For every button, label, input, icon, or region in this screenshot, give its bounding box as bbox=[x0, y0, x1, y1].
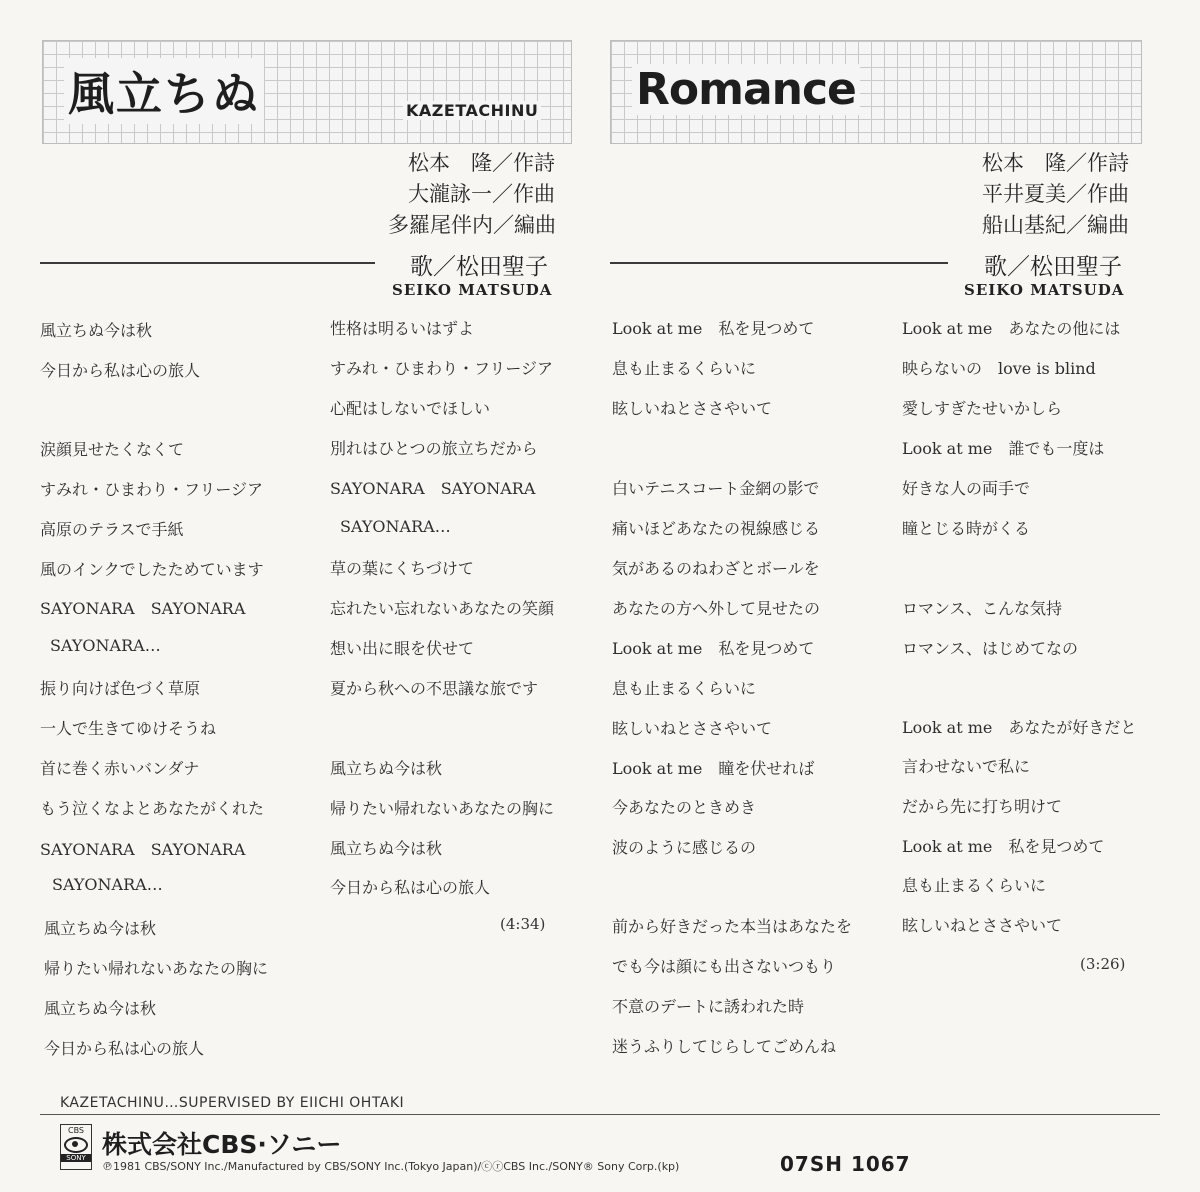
lyric-line: Look at me 瞳を伏せれば bbox=[612, 759, 815, 778]
lyric-line: 前から好きだった本当はあなたを bbox=[612, 917, 853, 936]
song-a-credits bbox=[388, 148, 556, 241]
lyric-line: ロマンス、はじめてなの bbox=[902, 639, 1079, 658]
lyric-line: 別れはひとつの旅立ちだから bbox=[330, 439, 538, 458]
cbs-sony-logo bbox=[60, 1124, 92, 1170]
lyric-line: 息も止まるくらいに bbox=[612, 679, 757, 698]
lyric-line: すみれ・ひまわり・フリージア bbox=[40, 480, 264, 499]
lyric-line: 瞳とじる時がくる bbox=[902, 519, 1031, 538]
credit-composer: 大瀧詠一／作曲 bbox=[408, 182, 555, 206]
credit-lyricist: 松本 隆／作詩 bbox=[982, 151, 1129, 175]
lyric-line: 性格は明るいはずよ bbox=[330, 319, 475, 338]
lyric-line: 今あなたのときめき bbox=[612, 798, 757, 817]
lyric-line: 愛しすぎたせいかしら bbox=[902, 399, 1063, 418]
lyric-line: 草の葉にくちづけて bbox=[330, 559, 474, 578]
lyric-line: 夏から秋への不思議な旅です bbox=[330, 679, 539, 698]
song-a-title: 風立ちぬ bbox=[64, 58, 264, 124]
song-b-title: Romance bbox=[632, 64, 860, 115]
lyric-line: 風立ちぬ今は秋 bbox=[330, 759, 443, 778]
lyric-line: Look at me 私を見つめて bbox=[902, 837, 1105, 856]
lyric-line: 痛いほどあなたの視線感じる bbox=[612, 519, 821, 538]
song-a-romaji: KAZETACHINU bbox=[403, 101, 541, 120]
catalog-number: 07SH 1067 bbox=[780, 1152, 911, 1176]
lyric-line: Look at me あなたの他には bbox=[902, 319, 1121, 338]
credit-arranger: 多羅尾伴内／編曲 bbox=[388, 213, 556, 237]
lyric-line: SAYONARA… bbox=[52, 875, 163, 894]
credit-composer: 平井夏美／作曲 bbox=[982, 182, 1129, 206]
lyric-line: Look at me あなたが好きだと bbox=[902, 718, 1137, 737]
lyric-line: SAYONARA… bbox=[50, 636, 161, 655]
lyric-line: Look at me 誰でも一度は bbox=[902, 439, 1105, 458]
lyric-line: 波のように感じるの bbox=[612, 838, 757, 857]
cbs-eye-icon bbox=[64, 1137, 88, 1153]
lyric-line: SAYONARA… bbox=[340, 517, 451, 536]
lyric-line: 心配はしないでほしい bbox=[330, 399, 491, 418]
lyric-line: でも今は顔にも出さないつもり bbox=[612, 957, 837, 976]
lyric-line: 息も止まるくらいに bbox=[612, 359, 757, 378]
song-a-singer: 歌／松田聖子 bbox=[410, 254, 548, 280]
lyric-line: 眩しいねとささやいて bbox=[902, 916, 1063, 935]
lyric-line: 眩しいねとささやいて bbox=[612, 719, 773, 738]
lyric-line: 涙顔見せたくなくて bbox=[40, 440, 185, 459]
lyric-line: 不意のデートに誘われた時 bbox=[612, 997, 805, 1016]
lyric-line: 迷うふりしてじらしてごめんね bbox=[612, 1037, 837, 1056]
footer-divider bbox=[40, 1114, 1160, 1115]
copyright-line: ℗1981 CBS/SONY Inc./Manufactured by CBS/SONY Inc.(Tokyo Japan)/ⓒⓡCBS Inc./SONY® Sony Corp.(kp) bbox=[102, 1160, 680, 1173]
lyric-line: 風のインクでしたためています bbox=[40, 560, 264, 579]
lyric-line: 映らないの love is blind bbox=[902, 359, 1096, 378]
song-b-singer-en: SEIKO MATSUDA bbox=[964, 281, 1125, 299]
credit-arranger: 船山基紀／編曲 bbox=[982, 213, 1129, 237]
divider-b bbox=[610, 262, 948, 264]
lyric-line: あなたの方へ外して見せたの bbox=[612, 599, 821, 618]
lyric-line: Look at me 私を見つめて bbox=[612, 639, 815, 658]
lyric-line: 言わせないで私に bbox=[902, 757, 1031, 776]
lyric-line: 忘れたい忘れないあなたの笑顔 bbox=[330, 599, 555, 618]
lyric-line: SAYONARA SAYONARA bbox=[330, 479, 536, 498]
lyric-line: 気があるのねわざとボールを bbox=[612, 559, 820, 578]
divider-a bbox=[40, 262, 375, 264]
lyric-line: Look at me 私を見つめて bbox=[612, 319, 815, 338]
lyric-line: 風立ちぬ今は秋 bbox=[40, 321, 153, 340]
song-b-singer: 歌／松田聖子 bbox=[984, 254, 1122, 280]
lyric-line: 今日から私は心の旅人 bbox=[330, 878, 491, 897]
lyric-line: 帰りたい帰れないあなたの胸に bbox=[44, 959, 269, 978]
song-b-credits bbox=[982, 148, 1129, 241]
supervised-note: KAZETACHINU…SUPERVISED BY EIICHI OHTAKI bbox=[60, 1095, 405, 1111]
lyric-line: 白いテニスコート金網の影で bbox=[612, 479, 820, 498]
lyric-line: 眩しいねとささやいて bbox=[612, 399, 773, 418]
song-a-duration: (4:34) bbox=[500, 915, 546, 933]
lyric-line: ロマンス、こんな気持 bbox=[902, 599, 1063, 618]
song-b-duration: (3:26) bbox=[1080, 955, 1126, 973]
lyric-line: 振り向けば色づく草原 bbox=[40, 679, 201, 698]
lyric-line: SAYONARA SAYONARA bbox=[40, 599, 246, 618]
lyric-line: 一人で生きてゆけそうね bbox=[40, 719, 217, 738]
lyric-line: だから先に打ち明けて bbox=[902, 797, 1063, 816]
lyric-line: 風立ちぬ今は秋 bbox=[44, 999, 157, 1018]
lyric-line: 風立ちぬ今は秋 bbox=[330, 839, 443, 858]
lyric-line: 今日から私は心の旅人 bbox=[44, 1039, 205, 1058]
logo-bottom-text: SONY bbox=[61, 1154, 91, 1162]
lyric-line: すみれ・ひまわり・フリージア bbox=[330, 359, 554, 378]
lyric-line: 高原のテラスで手紙 bbox=[40, 520, 184, 539]
lyric-line: 想い出に眼を伏せて bbox=[330, 639, 475, 658]
lyric-line: 風立ちぬ今は秋 bbox=[44, 919, 157, 938]
lyric-line: SAYONARA SAYONARA bbox=[40, 840, 246, 859]
lyric-line: 首に巻く赤いバンダナ bbox=[40, 759, 200, 778]
company-name: 株式会社CBS·ソニー bbox=[102, 1130, 342, 1159]
lyric-line: 今日から私は心の旅人 bbox=[40, 361, 201, 380]
lyric-line: 帰りたい帰れないあなたの胸に bbox=[330, 799, 555, 818]
lyric-line: もう泣くなよとあなたがくれた bbox=[40, 799, 265, 818]
lyric-line: 好きな人の両手で bbox=[902, 479, 1031, 498]
song-a-singer-en: SEIKO MATSUDA bbox=[392, 281, 553, 299]
lyric-line: 息も止まるくらいに bbox=[902, 876, 1047, 895]
credit-lyricist: 松本 隆／作詩 bbox=[408, 151, 555, 175]
logo-top-text: CBS bbox=[67, 1126, 84, 1135]
